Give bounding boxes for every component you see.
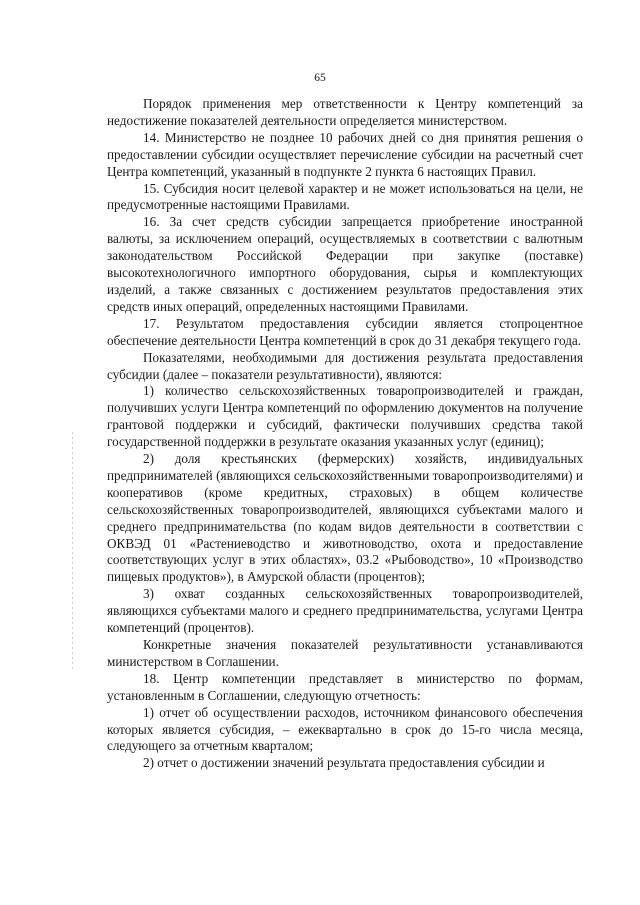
paragraph-indicator-1: 1) количество сельскохозяйственных товаропроизводителей и граждан, получивших услуги Центра компетенций по оформлению документов на получение грантовой поддержки и субсидий, фактически получивших средства такой государственной поддержки в результате оказания указанных услуг (единиц);	[107, 383, 583, 450]
paragraph-report-1: 1) отчет об осуществлении расходов, источником финансового обеспечения которых является субсидия, – ежеквартально в срок до 15-го числа месяца, следующего за отчетным кварталом;	[107, 704, 583, 754]
paragraph-15: 15. Субсидия носит целевой характер и не может использоваться на цели, не предусмотренные настоящими Правилами.	[107, 180, 583, 213]
paragraph-18: 18. Центр компетенции представляет в министерство по формам, установленным в Соглашении, следующую отчетность:	[107, 670, 583, 703]
paragraph-indicators-intro: Показателями, необходимыми для достижения результата предоставления субсидии (далее – показатели результативности), являются:	[107, 349, 583, 382]
paragraph-responsibility: Порядок применения мер ответственности к Центру компетенций за недостижение показателей деятельности определяется министерством.	[107, 96, 583, 128]
paragraph-report-2: 2) отчет о достижении значений результата предоставления субсидии и	[143, 755, 545, 771]
paragraph-indicator-values: Конкретные значения показателей результативности устанавливаются министерством в Соглашении.	[107, 637, 583, 669]
paragraph-indicator-2: 2) доля крестьянских (фермерских) хозяйств, индивидуальных предпринимателей (являющихся сельскохозяйственными товаропроизводителями) и кооперативов (кроме кредитных, страховых) в общем количестве сельскохозяйственных товаропроизводителей, являющихся субъектами малого и среднего предпринимательства (по кодам видов деятельности в соответствии с ОКВЭД 01 «Растениеводство и животноводство, охота и предоставление соответствующих услуг в этих областях», 03.2 «Рыбоводство», 10 «Производство пищевых продуктов»), в Амурской области (процентов);	[107, 451, 583, 585]
paragraph-indicator-3: 3) охват созданных сельскохозяйственных товаропроизводителей, являющихся субъектами малого и среднего предпринимательства, услугами Центра компетенций (процентов).	[107, 586, 583, 636]
page-number: 65	[314, 72, 326, 84]
paragraph-16: 16. За счет средств субсидии запрещается приобретение иностранной валюты, за исключением операций, осуществляемых в соответствии с валютным законодательством Российской Федерации при закупке (поставке) высокотехнологичного импортного оборудования, сырья и комплектующих изделий, а также связанных с достижением результатов предоставления этих средств иных операций, определенных настоящими Правилами.	[107, 214, 583, 314]
paragraph-14: 14. Министерство не позднее 10 рабочих дней со дня принятия решения о предоставлении субсидии осуществляет перечисление субсидии на расчетный счет Центра компетенций, указанный в подпункте 2 пункта 6 настоящих Правил.	[107, 129, 583, 179]
margin-mark	[72, 432, 73, 672]
document-body	[107, 96, 583, 772]
paragraph-17: 17. Результатом предоставления субсидии является стопроцентное обеспечение деятельности Центра компетенций в срок до 31 декабря текущего года.	[107, 315, 583, 348]
